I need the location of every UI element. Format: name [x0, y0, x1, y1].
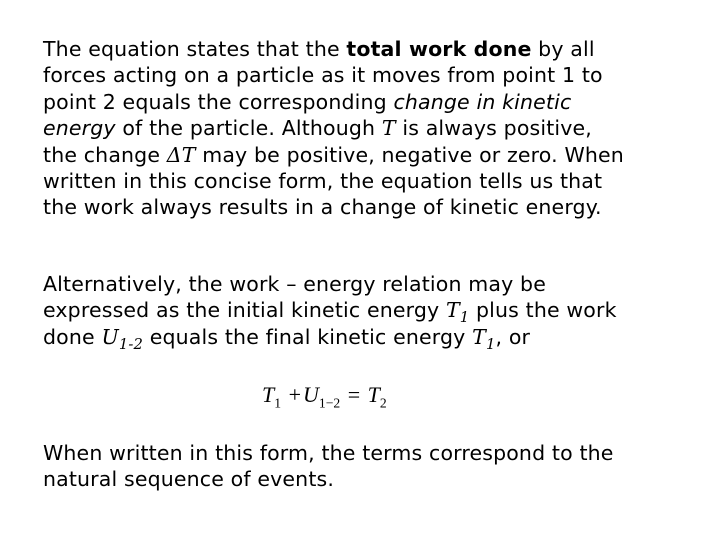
math-symbol-u12	[101, 324, 144, 353]
emphasis-change-in-kinetic: change in kinetic	[393, 89, 572, 114]
text-run: equals the final kinetic energy	[143, 324, 473, 349]
eq-subscript: 2	[379, 395, 387, 411]
text-run: The equation states that the	[43, 37, 347, 61]
math-var: U	[101, 324, 119, 349]
eq-equals: =	[347, 382, 361, 407]
text-run: plus the work	[469, 298, 617, 323]
text-line: forces acting on a particle as it moves from point 1 to	[43, 63, 603, 88]
math-var: T	[445, 298, 460, 323]
text-line: written in this concise form, the equation tells us that	[43, 169, 603, 194]
text-line	[43, 297, 693, 327]
text-run: , or	[495, 324, 531, 349]
paragraph-natural-sequence	[43, 440, 693, 493]
text-line: natural sequence of events.	[43, 467, 334, 492]
text-run: may be positive, negative or zero. When	[195, 142, 624, 167]
math-subscript: 1	[485, 335, 496, 353]
text-run: is always positive,	[395, 116, 592, 141]
text-line	[43, 89, 693, 115]
eq-var-u: U	[302, 382, 319, 407]
eq-var-t: T	[262, 382, 275, 407]
text-line	[43, 142, 693, 168]
math-symbol-delta-t: ΔT	[166, 142, 196, 167]
text-run: by all	[531, 37, 595, 61]
math-symbol-t1	[472, 324, 496, 353]
eq-subscript: 1−2	[318, 395, 341, 411]
equation-work-energy	[262, 382, 387, 411]
text-run: expressed as the initial kinetic energy	[43, 298, 446, 323]
math-symbol-t1	[445, 298, 470, 327]
math-symbol-t: T	[381, 116, 396, 141]
text-line: When written in this form, the terms correspond to the	[43, 441, 614, 465]
text-line	[43, 115, 693, 141]
text-run: the change	[43, 142, 167, 167]
eq-subscript: 1	[274, 395, 282, 411]
paragraph-work-energy-principle	[43, 36, 693, 221]
math-subscript: 1	[459, 309, 470, 327]
text-line	[43, 324, 693, 353]
text-line: the work always results in a change of kinetic energy.	[43, 195, 602, 220]
text-run: point 2 equals the corresponding	[43, 89, 394, 114]
text-run: of the particle. Although	[115, 116, 382, 141]
text-line	[43, 36, 693, 62]
text-line: Alternatively, the work – energy relation may be	[43, 272, 546, 296]
eq-var-t: T	[367, 382, 380, 407]
paragraph-alternative-form	[43, 271, 693, 353]
math-var: T	[472, 324, 486, 349]
eq-plus: +	[288, 382, 301, 407]
math-subscript: 1-2	[118, 335, 144, 353]
emphasis-total-work-done: total work done	[346, 37, 532, 61]
text-run: done	[43, 324, 102, 349]
emphasis-energy: energy	[43, 116, 116, 141]
